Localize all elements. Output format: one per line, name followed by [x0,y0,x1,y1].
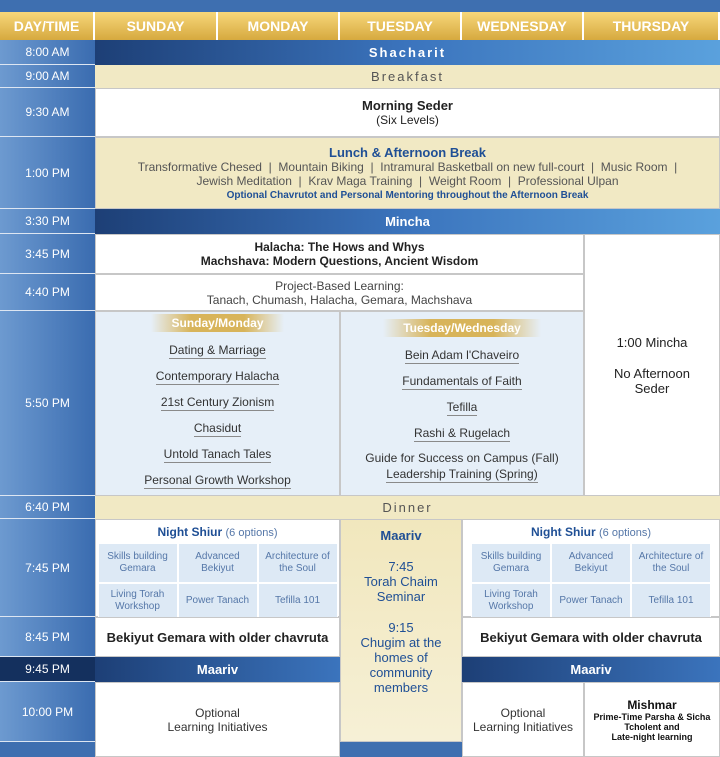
tuesday-chugim: members [373,680,429,695]
morning-seder [95,88,720,137]
bekiyut-sunmon: Bekiyut Gemara with older chavruta [95,617,340,657]
lunch-title: Lunch & Afternoon Break [329,145,486,160]
time-label: 3:30 PM [0,209,95,234]
optional-line2: Learning Initiatives [472,719,574,734]
time-label: 1:00 PM [0,137,95,209]
elective-item: Dating & Marriage [169,342,266,357]
thursday-mincha: 1:00 Mincha [616,334,688,350]
time-label: 8:45 PM [0,617,95,657]
bekiyut-wedthu: Bekiyut Gemara with older chavruta [462,617,720,657]
shiur-option: Architecture of the Soul [258,543,338,583]
thursday-no-seder: No Afternoon [614,365,690,381]
elective-item: Guide for Success on Campus (Fall) [365,451,559,465]
project-block [95,274,584,311]
tuesday-chugim: homes of [374,650,428,665]
mincha-bar: Mincha [95,209,720,234]
tuesday-time2: 9:15 [388,620,414,635]
shiur-option: Advanced Bekiyut [178,543,258,583]
optional-line1: Optional [500,705,546,720]
breakfast-bar: Breakfast [95,65,720,88]
mishmar-line2: Tcholent and [624,721,680,732]
lunch-note: Optional Chavrutot and Personal Mentoring throughout the Afternoon Break [226,190,589,201]
elective-item: Personal Growth Workshop [144,472,291,487]
optional-line2: Learning Initiatives [167,719,268,734]
optional-wed [462,682,584,757]
night-shiur-wedthu [462,519,720,617]
night-shiur-title: Night Shiur [157,525,223,539]
elective-item: Fundamentals of Faith [402,374,522,388]
tuesday-chugim: community [369,665,433,680]
time-label: 7:45 PM [0,519,95,617]
maariv-bar-sunmon: Maariv [95,657,340,682]
time-label: 9:30 AM [0,88,95,137]
optional-sunmon [95,682,340,757]
night-shiur-title: Night Shiur [531,525,596,539]
optional-line1: Optional [195,705,240,720]
elective-item: Contemporary Halacha [155,368,280,383]
sunmon-electives [95,311,340,496]
tuesday-chugim: Chugim at the [360,635,442,650]
morning-seder-sub: (Six Levels) [376,113,439,127]
shiur-option: Power Tanach [178,583,258,619]
lunch-line2: Jewish Meditation | Krav Maga Training | Weight Room | Professional Ulpan [196,174,619,188]
night-shiur-options: (6 options) [599,527,651,539]
halacha-block [95,234,584,274]
shiur-option: Tefilla 101 [631,583,711,619]
sunmon-title: Sunday/Monday [151,314,283,332]
project-line1: Project-Based Learning: [275,278,404,293]
shiur-option: Living Torah Workshop [471,583,551,619]
tuewed-electives [340,311,584,496]
header-tuesday: TUESDAY [340,12,462,40]
header-sunday: SUNDAY [95,12,218,40]
elective-item: Tefilla [446,400,478,414]
elective-item: Rashi & Rugelach [413,426,511,440]
maariv-bar-wedthu: Maariv [462,657,720,682]
shiur-option: Advanced Bekiyut [551,543,631,583]
header-thursday: THURSDAY [584,12,720,40]
shiur-option: Tefilla 101 [258,583,338,619]
mishmar-line1: Prime-Time Parsha & Sicha [593,711,711,722]
night-shiur-options: (6 options) [225,527,278,539]
time-label: 10:00 PM [0,682,95,742]
lunch-line1: Transformative Chesed | Mountain Biking | Intramural Basketball on new full-court | Music Room | [137,160,678,174]
tuesday-night [340,519,462,742]
header-daytime: DAY/TIME [0,12,95,40]
thursday-afternoon [584,234,720,496]
elective-item: Leadership Training (Spring) [386,467,538,481]
time-label: 6:40 PM [0,496,95,519]
tuesday-seminar2: Seminar [376,589,426,604]
shacharit-bar: Shacharit [95,40,720,65]
tuesday-maariv: Maariv [380,528,422,543]
halacha-line1: Halacha: The Hows and Whys [254,240,425,254]
elective-item: Bein Adam l'Chaveiro [404,348,520,362]
time-label: 9:00 AM [0,65,95,88]
thursday-seder: Seder [634,380,670,396]
header-monday: MONDAY [218,12,340,40]
time-label: 8:00 AM [0,40,95,65]
time-label: 3:45 PM [0,234,95,274]
tuesday-time1: 7:45 [388,559,414,574]
shiur-option: Skills building Gemara [471,543,551,583]
header-wednesday: WEDNESDAY [462,12,584,40]
time-label: 4:40 PM [0,274,95,311]
project-line2: Tanach, Chumash, Halacha, Gemara, Machshava [206,292,473,307]
halacha-line2: Machshava: Modern Questions, Ancient Wisdom [200,254,479,268]
morning-seder-title: Morning Seder [361,98,453,113]
shiur-option: Power Tanach [551,583,631,619]
mishmar-title: Mishmar [627,697,677,712]
shiur-option: Architecture of the Soul [631,543,711,583]
time-label: 5:50 PM [0,311,95,496]
tuewed-title: Tuesday/Wednesday [383,319,541,337]
dinner-bar: Dinner [95,496,720,519]
shiur-option: Living Torah Workshop [98,583,178,619]
time-label: 9:45 PM [0,657,95,682]
elective-item: Untold Tanach Tales [163,446,272,461]
shiur-option: Skills building Gemara [98,543,178,583]
lunch-break [95,137,720,209]
tuesday-seminar1: Torah Chaim [364,574,438,589]
mishmar-block [584,682,720,757]
elective-item: Chasidut [193,420,242,435]
mishmar-line3: Late-night learning [611,731,693,742]
elective-item: 21st Century Zionism [160,394,275,409]
night-shiur-sunmon [95,519,340,617]
